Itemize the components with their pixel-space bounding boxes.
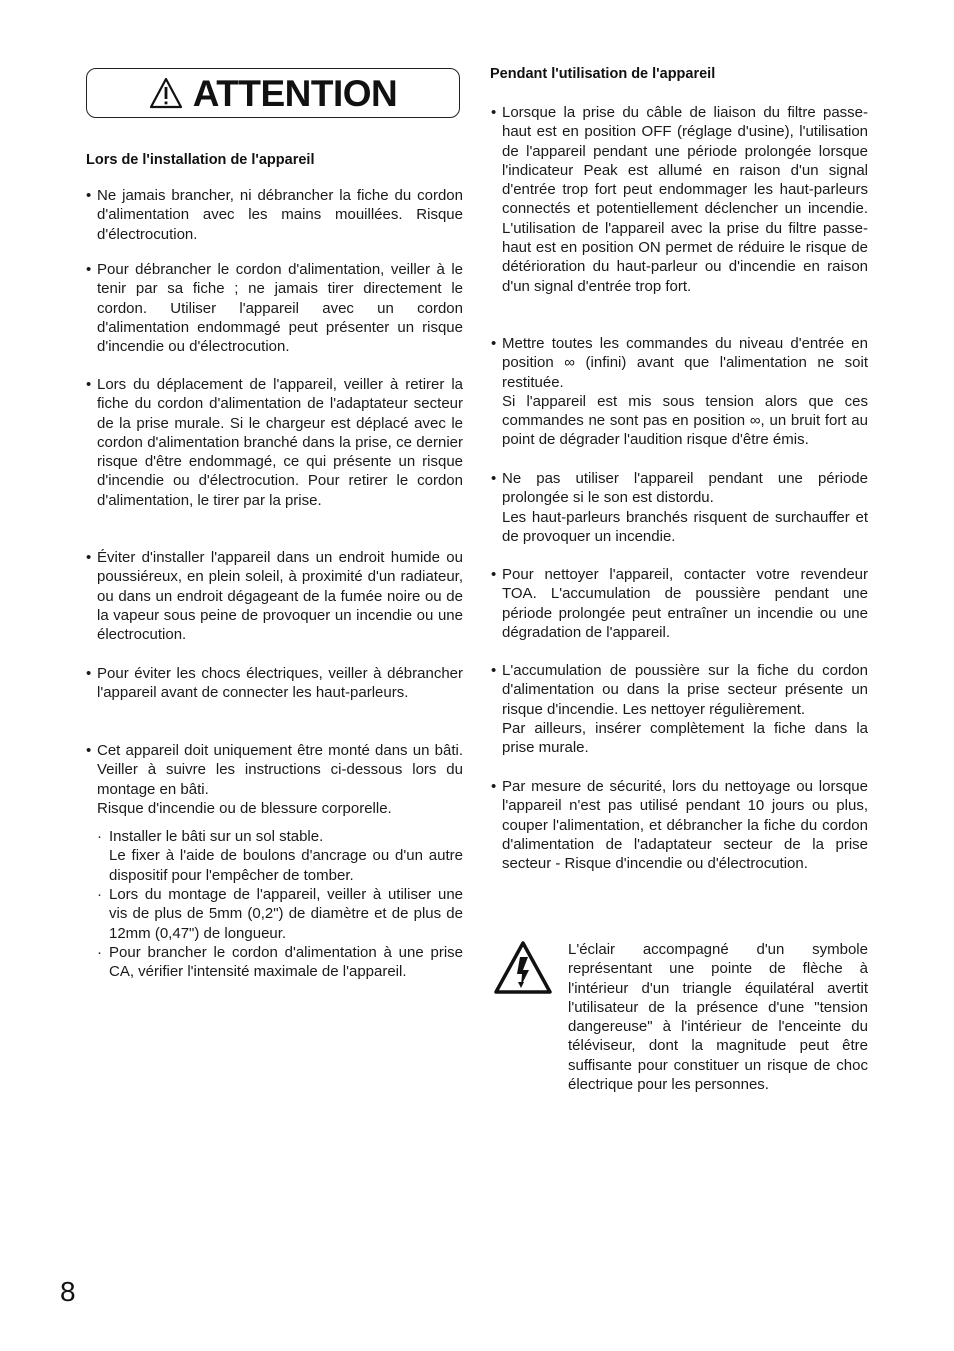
left-subitem-1: · Installer le bâti sur un sol stable. Le fixer à l'aide de boulons d'ancrage ou d'un autre dispositif pour l'empêcher de tomber. — [97, 828, 463, 884]
right-item-1: • Lorsque la prise du câble de liaison du filtre passe-haut est en position OFF (réglage d'usine), l'utilisation de l'appareil pendant une période prolongée lorsque l'indicateur Peak est allumé en raison d'un signal d'entrée trop fort peut endommager les haut-parleurs connectés et potentiellement déclencher un incendie. L'utilisation de l'appareil avec la prise du filtre passe-haut est en position ON permet de réduire le risque de détérioration du haut-parleur ou d'incendie en raison d'un signal d'entrée trop fort. — [491, 104, 868, 295]
left-heading: Lors de l'installation de l'appareil — [86, 152, 315, 168]
left-item-2: • Pour débrancher le cordon d'alimentation, veiller à le tenir par sa fiche ; ne jamais tirer directement le cordon. Utiliser l'appareil avec un cordon d'alimentation endommagé peut présenter un risque d'incendie ou d'électrocution. — [86, 261, 463, 356]
right-item-2: • Mettre toutes les commandes du niveau d'entrée en position ∞ (infini) avant que l'alimentation ne soit restituée. Si l'appareil est mis sous tension alors que ces commandes ne sont pas en position ∞, un bruit fort au point de dégrader l'audition risque d'être émis. — [491, 335, 868, 449]
warning-triangle-icon — [149, 77, 183, 109]
left-item-6: • Cet appareil doit uniquement être monté dans un bâti. Veiller à suivre les instructions ci-dessous lors du montage en bâti. — [86, 742, 463, 798]
left-subitem-2: · Lors du montage de l'appareil, veiller à utiliser une vis de plus de 5mm (0,2") de diamètre et de plus de 12mm (0,47") de longueur. — [97, 886, 463, 942]
page-number: 8 — [60, 1276, 76, 1307]
lightning-triangle-icon — [493, 940, 553, 996]
left-subitem-3: · Pour brancher le cordon d'alimentation à une prise CA, vérifier l'intensité maximale de l'appareil. — [97, 944, 463, 981]
right-heading: Pendant l'utilisation de l'appareil — [490, 66, 716, 82]
left-item-3: • Lors du déplacement de l'appareil, veiller à retirer la fiche du cordon d'alimentation de l'adaptateur secteur de la prise murale. Si le chargeur est déplacé avec le cordon d'alimentation branché dans la prise, ce dernier risque d'être endommagé, ce qui présente un risque d'incendie ou d'électrocution. Pour retirer le cordon d'alimentation, le tirer par la prise. — [86, 376, 463, 509]
right-item-6: • Par mesure de sécurité, lors du nettoyage ou lorsque l'appareil n'est pas utilisé pendant 10 jours ou plus, couper l'alimentation, et débrancher la fiche du cordon d'alimentation de l'adaptateur secteur de la prise secteur - Risque d'incendie ou d'électrocution. — [491, 778, 868, 873]
right-item-5: • L'accumulation de poussière sur la fiche du cordon d'alimentation ou dans la prise secteur présente un risque d'incendie. Les nettoyer régulièrement. Par ailleurs, insérer complètement la fiche dans la prise murale. — [491, 662, 868, 757]
right-item-3: • Ne pas utiliser l'appareil pendant une période prolongée si le son est distordu. Les haut-parleurs branchés risquent de surchauffer et de provoquer un incendie. — [491, 470, 868, 545]
right-item-4: • Pour nettoyer l'appareil, contacter votre revendeur TOA. L'accumulation de poussière pendant une période prolongée peut entraîner un incendie ou une dégradation de l'appareil. — [491, 566, 868, 641]
attention-title: ATTENTION — [192, 72, 398, 114]
left-item-5: • Pour éviter les chocs électriques, veiller à débrancher l'appareil avant de connecter les haut-parleurs. — [86, 665, 463, 702]
left-item-6-extra: Risque d'incendie ou de blessure corporelle. — [97, 800, 392, 817]
left-item-4: • Éviter d'installer l'appareil dans un endroit humide ou poussiéreux, en plein soleil, à proximité d'un radiateur, ou dans un endroit dégageant de la fumée noire ou de la vapeur sous peine de provoquer un incendie ou une électrocution. — [86, 549, 463, 644]
left-item-1: • Ne jamais brancher, ni débrancher la fiche du cordon d'alimentation avec les mains mouillées. Risque d'électrocution. — [86, 187, 463, 243]
attention-header — [86, 68, 460, 118]
lightning-note: L'éclair accompagné d'un symbole représentant une pointe de flèche à l'intérieur d'un triangle équilatéral avertit l'utilisateur de la présence d'une "tension dangereuse" à l'intérieur de l'enceinte du téléviseur, dont la magnitude peut être suffisante pour constituer un risque de choc électrique pour les personnes. — [568, 941, 868, 1094]
